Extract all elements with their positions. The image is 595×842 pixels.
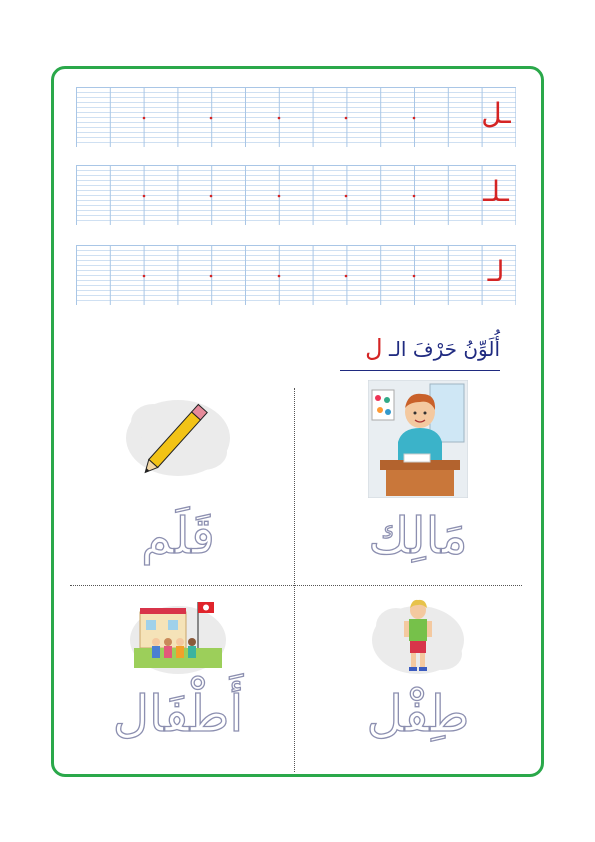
guide-letter-2: ـلـ <box>483 175 509 208</box>
start-dot <box>278 275 281 278</box>
tracing-row-2 <box>76 165 516 225</box>
start-dot <box>143 117 146 120</box>
start-dot <box>413 275 416 278</box>
children-school-illustration <box>128 596 228 676</box>
start-dot <box>278 195 281 198</box>
start-dot <box>143 195 146 198</box>
boy-at-desk-illustration <box>368 380 468 498</box>
tracing-grid-3 <box>76 245 516 305</box>
tracing-row-1 <box>76 87 516 147</box>
word-card-malik <box>308 378 528 568</box>
guide-letter-3: لـ <box>487 255 505 288</box>
word-card-atfal <box>68 592 288 782</box>
tracing-row-3 <box>76 245 516 305</box>
start-dot <box>345 195 348 198</box>
word-atfal: أَطْفَال <box>112 685 244 743</box>
start-dot <box>210 275 213 278</box>
word-qalam: قَلَم <box>141 507 215 565</box>
child-illustration <box>370 596 466 676</box>
tracing-grid-1 <box>76 87 516 147</box>
vertical-divider <box>294 388 295 772</box>
instruction-heading <box>340 330 500 366</box>
word-card-qalam <box>68 378 288 568</box>
horizontal-divider <box>70 585 522 586</box>
start-dot <box>413 117 416 120</box>
start-dot <box>210 117 213 120</box>
target-letter: ل <box>365 334 383 362</box>
start-dot <box>345 275 348 278</box>
start-dot <box>345 117 348 120</box>
guide-letter-1: ـل <box>481 97 511 130</box>
word-tifl: طِفْل <box>366 685 470 743</box>
heading-underline <box>340 370 500 371</box>
start-dot <box>413 195 416 198</box>
instruction-text: أُلَوِّنُ حَرْفَ الـ <box>388 337 500 361</box>
start-dot <box>278 117 281 120</box>
word-card-tifl <box>308 592 528 782</box>
start-dot <box>210 195 213 198</box>
start-dot <box>143 275 146 278</box>
pencil-illustration <box>123 392 233 480</box>
word-malik: مَالِك <box>368 507 468 565</box>
tracing-grid-2 <box>76 165 516 225</box>
